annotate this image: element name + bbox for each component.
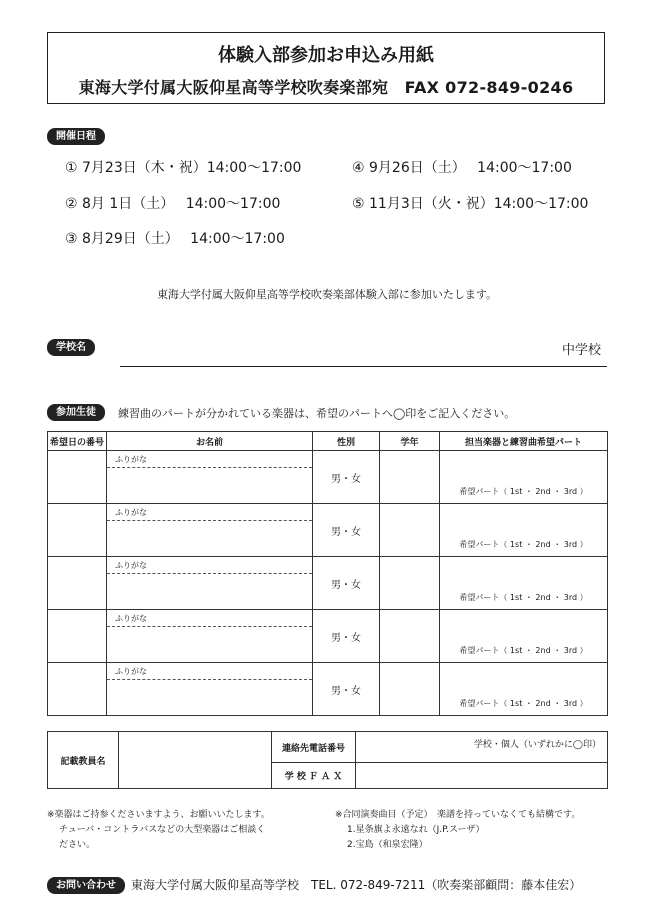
intro-text: 東海大学付属大阪仰星高等学校吹奏楽部体験入部に参加いたします。 [156,288,498,301]
name-cell[interactable] [107,557,313,610]
date-1: ① 7月23日（木・祝）14:00～17:00 [65,160,302,176]
school-label: 学校名 [47,339,95,356]
grade-cell[interactable] [380,557,440,610]
furigana-label: ふりがな [107,663,312,680]
participants-instruction: 練習曲のパートが分かれている楽器は、希望のパートへ◯印をご記入ください。 [118,407,516,420]
part-choice: 希望パート（ 1st ・ 2nd ・ 3rd ） [459,646,588,655]
fax-label: 学 校 Ｆ Ａ Ｘ [272,763,356,789]
gender-cell[interactable]: 男・女 [313,557,380,610]
grade-cell[interactable] [380,504,440,557]
table-row [48,663,608,716]
part-choice: 希望パート（ 1st ・ 2nd ・ 3rd ） [459,487,588,496]
instrument-cell[interactable] [440,663,608,716]
note-left-line-2: チューバ・コントラバスなどの大型楽器はご相談く [59,825,266,835]
instrument-cell[interactable] [440,451,608,504]
instrument-cell[interactable] [440,557,608,610]
gender-cell[interactable]: 男・女 [313,451,380,504]
participants-table [47,431,608,716]
note-left-line-1: ※楽器はご持参くださいますよう、お願いいたします。 [47,810,270,820]
col-header-grade: 学年 [380,432,440,451]
date-number-cell[interactable] [48,663,107,716]
school-name-line[interactable] [120,366,607,367]
date-number-cell[interactable] [48,451,107,504]
form-subtitle: 東海大学付属大阪仰星高等学校吹奏楽部宛 FAX 072-849-0246 [78,78,574,97]
grade-cell[interactable] [380,610,440,663]
date-number-cell[interactable] [48,504,107,557]
fax-field[interactable] [356,763,608,789]
date-number-cell[interactable] [48,610,107,663]
schedule-label: 開催日程 [47,128,105,145]
note-right [335,808,580,853]
name-cell[interactable] [107,504,313,557]
part-choice: 希望パート（ 1st ・ 2nd ・ 3rd ） [459,593,588,602]
participants-label: 参加生徒 [47,404,105,421]
gender-cell[interactable]: 男・女 [313,504,380,557]
table-row [48,610,608,663]
date-5: ⑤ 11月3日（火・祝）14:00～17:00 [352,196,589,212]
date-4: ④ 9月26日（土） 14:00～17:00 [352,160,572,176]
note-right-line-1: ※合同演奏曲目（予定） 楽譜を持っていなくても結構です。 [335,810,581,820]
furigana-label: ふりがな [107,610,312,627]
school-suffix: 中学校 [562,343,602,358]
name-cell[interactable] [107,451,313,504]
title-box [47,32,605,104]
date-number-cell[interactable] [48,557,107,610]
note-left [47,808,270,853]
grade-cell[interactable] [380,663,440,716]
col-header-name: お名前 [107,432,313,451]
phone-label: 連絡先電話番号 [272,732,356,763]
instrument-cell[interactable] [440,504,608,557]
part-choice: 希望パート（ 1st ・ 2nd ・ 3rd ） [459,699,588,708]
note-left-line-3: ださい。 [59,840,96,850]
contact-table [47,731,608,789]
contact-label: お問い合わせ [47,877,125,894]
name-cell[interactable] [107,663,313,716]
table-row [48,504,608,557]
gender-cell[interactable]: 男・女 [313,610,380,663]
col-header-instrument: 担当楽器と練習曲希望パート [440,432,608,451]
part-choice: 希望パート（ 1st ・ 2nd ・ 3rd ） [459,540,588,549]
table-header-row [48,432,608,451]
gender-cell[interactable]: 男・女 [313,663,380,716]
col-header-date: 希望日の番号 [48,432,107,451]
date-2: ② 8月 1日（土） 14:00～17:00 [65,196,281,212]
phone-field[interactable]: 学校・個人（いずれかに◯印） [356,732,608,763]
furigana-label: ふりがな [107,557,312,574]
date-3: ③ 8月29日（土） 14:00～17:00 [65,231,285,247]
col-header-gender: 性別 [313,432,380,451]
furigana-label: ふりがな [107,451,312,468]
instrument-cell[interactable] [440,610,608,663]
form-title: 体験入部参加お申込み用紙 [218,45,434,66]
table-row [48,451,608,504]
note-right-line-2: 1.星条旗よ永遠なれ（J.P.スーザ） [347,825,485,835]
note-right-line-3: 2.宝島（和泉宏隆） [347,840,428,850]
furigana-label: ふりがな [107,504,312,521]
contact-info: 東海大学付属大阪仰星高等学校 TEL. 072-849-7211（吹奏楽部顧問：藤本佳宏） [131,878,582,892]
name-cell[interactable] [107,610,313,663]
table-row [48,557,608,610]
teacher-name-field[interactable] [119,732,272,789]
teacher-name-label: 記載教員名 [48,732,119,789]
grade-cell[interactable] [380,451,440,504]
